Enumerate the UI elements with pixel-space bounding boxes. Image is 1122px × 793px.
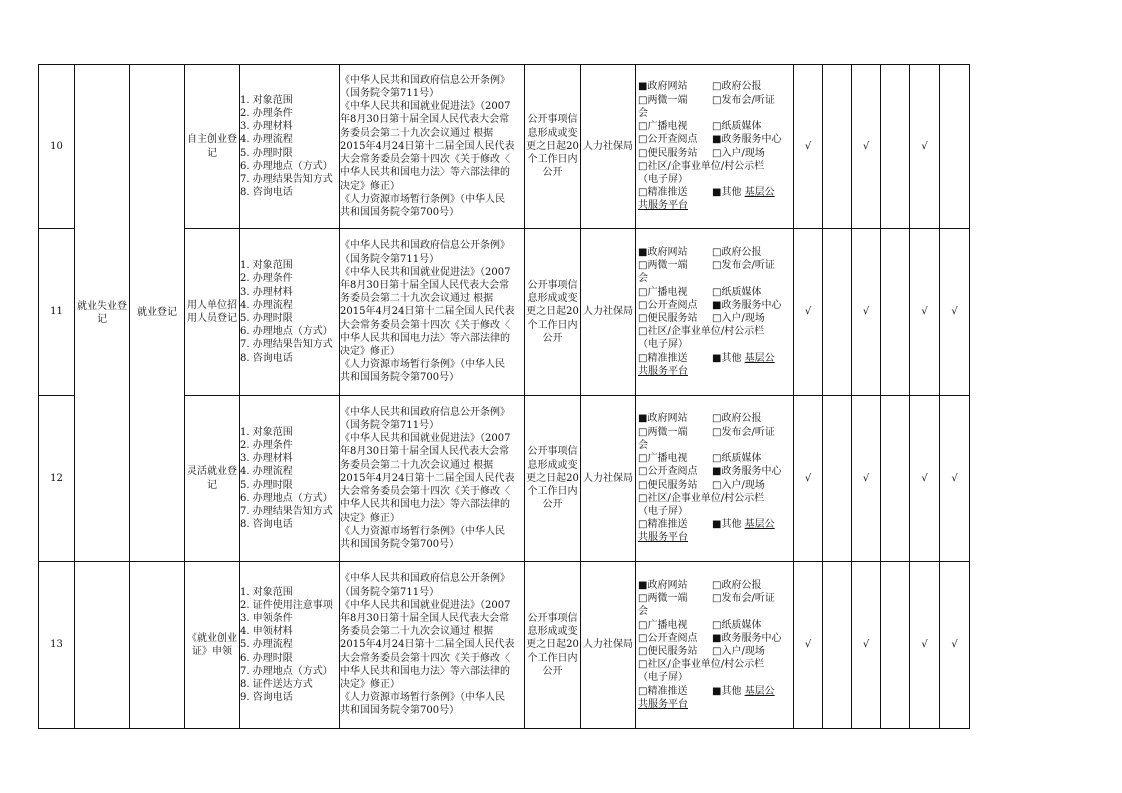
channel-option: □纸质媒体 [712, 619, 762, 631]
channel-option: □两微一端 [638, 426, 688, 438]
channel-option: □公开查阅点 [638, 466, 698, 478]
check-cell: √ [794, 229, 823, 396]
other-channel-value: 基层公 [744, 187, 775, 199]
check-cell: √ [794, 396, 823, 562]
responsible-org: 人力社保局 [581, 396, 636, 562]
content-line: 6. 办理时限 [240, 652, 293, 664]
channel-option: □精准推送 [638, 187, 688, 199]
channel-option: □两微一端 [638, 260, 688, 272]
basis-line: 务委员会第二十九次会议通过 根据 [340, 293, 494, 305]
basis-line: 年8月30日第十届全国人民代表大会常 [340, 446, 510, 458]
basis-line: 2015年4月24日第十二届全国人民代表 [340, 472, 515, 484]
time-limit: 公开事项信息形成或变更之日起20个工作日内公开 [525, 396, 581, 562]
basis-line: 年8月30日第十届全国人民代表大会常 [340, 279, 510, 291]
channel-option: ■其他 [712, 685, 742, 697]
check-cell [823, 65, 852, 229]
check-cell: √ [794, 65, 823, 229]
basis-line: （国务院令第711号） [340, 420, 440, 432]
content-line: 6. 办理地点（方式） [240, 160, 333, 172]
channels-cell [636, 65, 794, 229]
channel-option: ■政府网站 [638, 246, 688, 258]
responsible-org: 人力社保局 [581, 229, 636, 396]
channels-cell [636, 229, 794, 396]
basis-line: 《人力资源市场暂行条例》（中华人民 [340, 359, 505, 371]
basis-line: 大会常务委员会第十四次《关于修改〈 [340, 154, 510, 166]
channel-option: □纸质媒体 [712, 453, 762, 465]
channel-option: □入户/现场 [712, 646, 765, 657]
channel-option: □社区/企事业单位/村公示栏 [638, 326, 765, 338]
channel-option-cont: 会 [638, 107, 648, 119]
content-line: 7. 办理结果告知方式 [240, 505, 333, 517]
time-limit: 公开事项信息形成或变更之日起20个工作日内公开 [525, 229, 581, 396]
row-number: 10 [39, 65, 75, 229]
check-cell [823, 229, 852, 396]
content-line: 5. 办理时限 [240, 479, 293, 491]
basis-line: 《中华人民共和国政府信息公开条例》 [340, 240, 510, 252]
check-cell: √ [852, 562, 881, 729]
channel-option: □社区/企事业单位/村公示栏 [638, 492, 765, 504]
content-line: 3. 办理材料 [240, 286, 293, 298]
other-channel-value: 共服务平台 [638, 365, 688, 377]
content-line: 5. 办理流程 [240, 639, 293, 651]
basis-line: 2015年4月24日第十二届全国人民代表 [340, 140, 515, 152]
check-cell: √ [940, 396, 970, 562]
channel-option: ■政务服务中心 [712, 299, 782, 311]
content-line: 6. 办理地点（方式） [240, 492, 333, 504]
channel-option: □社区/企事业单位/村公示栏 [638, 160, 765, 172]
content-line: 3. 办理材料 [240, 453, 293, 465]
content-list [240, 229, 340, 396]
basis-line: 共和国国务院令第700号） [340, 206, 460, 218]
channel-option: □公开查阅点 [638, 632, 698, 644]
basis-line: 年8月30日第十届全国人民代表大会常 [340, 612, 510, 624]
check-cell: √ [852, 396, 881, 562]
content-line: 2. 办理条件 [240, 273, 293, 285]
legal-basis [340, 65, 525, 229]
channel-option: □发布会/听证 [712, 260, 775, 272]
content-line: 2. 办理条件 [240, 439, 293, 451]
check-cell: √ [852, 229, 881, 396]
content-line: 5. 办理时限 [240, 147, 293, 159]
channel-option: □纸质媒体 [712, 121, 762, 133]
channel-option: ■其他 [712, 519, 742, 531]
other-channel-value: 基层公 [744, 519, 775, 531]
content-line: 3. 办理材料 [240, 121, 293, 133]
basis-line: 中华人民共和国电力法〉等六部法律的 [340, 499, 510, 511]
item-name: 用人单位招用人员登记 [185, 229, 240, 396]
basis-line: 决定》修正） [340, 512, 400, 524]
legal-basis [340, 562, 525, 729]
time-limit: 公开事项信息形成或变更之日起20个工作日内公开 [525, 65, 581, 229]
content-line: 8. 咨询电话 [240, 352, 293, 364]
check-cell: √ [940, 562, 970, 729]
row-number: 13 [39, 562, 75, 729]
check-cell: √ [910, 396, 940, 562]
basis-line: 务委员会第二十九次会议通过 根据 [340, 626, 494, 638]
category-cell-empty [75, 562, 130, 729]
basis-line: 《中华人民共和国就业促进法》（2007 [340, 101, 511, 113]
basis-line: 务委员会第二十九次会议通过 根据 [340, 459, 494, 471]
table-row [39, 562, 970, 729]
check-cell: √ [910, 562, 940, 729]
basis-line: 决定》修正） [340, 346, 400, 357]
basis-line: 《中华人民共和国政府信息公开条例》 [340, 406, 510, 418]
channel-option: ■政府网站 [638, 413, 688, 425]
channel-option-cont: （电子屏） [638, 339, 688, 351]
channel-option: ■其他 [712, 352, 742, 364]
disclosure-table [38, 64, 970, 729]
content-line: 8. 证件送达方式 [240, 679, 313, 690]
content-line: 6. 办理地点（方式） [240, 326, 333, 338]
channel-option: □入户/现场 [712, 479, 765, 491]
channel-option: □便民服务站 [638, 313, 698, 324]
time-limit: 公开事项信息形成或变更之日起20个工作日内公开 [525, 562, 581, 729]
check-cell: √ [940, 229, 970, 396]
channel-option: □广播电视 [638, 453, 688, 465]
channel-option: □公开查阅点 [638, 299, 698, 311]
responsible-org: 人力社保局 [581, 562, 636, 729]
other-channel-value: 共服务平台 [638, 200, 688, 212]
content-list [240, 65, 340, 229]
content-line: 1. 对象范围 [240, 426, 293, 438]
subcategory-cell: 就业登记 [130, 65, 185, 562]
channels-cell [636, 396, 794, 562]
check-cell [940, 65, 970, 229]
check-cell: √ [910, 229, 940, 396]
basis-line: 《中华人民共和国就业促进法》（2007 [340, 266, 511, 278]
basis-line: 大会常务委员会第十四次《关于修改〈 [340, 652, 510, 664]
channel-option: ■政府网站 [638, 579, 688, 591]
channel-option: □两微一端 [638, 593, 688, 605]
check-cell [823, 562, 852, 729]
basis-line: 中华人民共和国电力法〉等六部法律的 [340, 167, 510, 179]
channel-option: ■政务服务中心 [712, 466, 782, 478]
channel-option: ■政务服务中心 [712, 134, 782, 146]
check-cell [823, 396, 852, 562]
basis-line: 年8月30日第十届全国人民代表大会常 [340, 114, 510, 126]
basis-line: 《中华人民共和国就业促进法》（2007 [340, 433, 511, 445]
basis-line: 《中华人民共和国就业促进法》（2007 [340, 599, 511, 611]
basis-line: （国务院令第711号） [340, 88, 440, 100]
channel-option: □精准推送 [638, 519, 688, 531]
content-line: 4. 办理流程 [240, 466, 293, 478]
basis-line: 共和国国务院令第700号） [340, 372, 460, 384]
channel-option-cont: （电子屏） [638, 672, 688, 684]
basis-line: 决定》修正） [340, 180, 400, 192]
content-line: 5. 办理时限 [240, 313, 293, 324]
channel-option: □入户/现场 [712, 147, 765, 159]
content-line: 1. 对象范围 [240, 586, 293, 598]
content-line: 7. 办理地点（方式） [240, 665, 333, 677]
content-line: 7. 办理结果告知方式 [240, 173, 333, 185]
item-name: 《就业创业证》申领 [185, 562, 240, 729]
basis-line: 中华人民共和国电力法〉等六部法律的 [340, 332, 510, 344]
basis-line: 共和国国务院令第700号） [340, 538, 460, 550]
channel-option: □政府公报 [712, 81, 762, 93]
channel-option: □公开查阅点 [638, 134, 698, 146]
responsible-org: 人力社保局 [581, 65, 636, 229]
channel-option: □纸质媒体 [712, 286, 762, 298]
channel-option: ■政务服务中心 [712, 632, 782, 644]
content-line: 4. 办理流程 [240, 299, 293, 311]
item-name: 自主创业登记 [185, 65, 240, 229]
channels-cell [636, 562, 794, 729]
other-channel-value: 共服务平台 [638, 698, 688, 710]
channel-option: □发布会/听证 [712, 426, 775, 438]
content-line: 8. 咨询电话 [240, 519, 293, 531]
basis-line: 大会常务委员会第十四次《关于修改〈 [340, 486, 510, 498]
channel-option: ■其他 [712, 187, 742, 199]
content-line: 2. 证件使用注意事项 [240, 599, 333, 611]
basis-line: 2015年4月24日第十二届全国人民代表 [340, 306, 515, 318]
content-line: 7. 办理结果告知方式 [240, 339, 333, 351]
channel-option-cont: （电子屏） [638, 173, 688, 185]
content-line: 4. 申领材料 [240, 626, 293, 638]
channel-option: □便民服务站 [638, 479, 698, 491]
channel-option: □广播电视 [638, 619, 688, 631]
table-row [39, 65, 970, 229]
channel-option: □两微一端 [638, 94, 688, 106]
basis-line: 《人力资源市场暂行条例》（中华人民 [340, 193, 505, 205]
channel-option: □精准推送 [638, 352, 688, 364]
channel-option: □发布会/听证 [712, 593, 775, 605]
channel-option-cont: （电子屏） [638, 505, 688, 517]
legal-basis [340, 396, 525, 562]
content-list [240, 562, 340, 729]
basis-line: 务委员会第二十九次会议通过 根据 [340, 127, 494, 139]
basis-line: （国务院令第711号） [340, 253, 440, 265]
channel-option: □发布会/听证 [712, 94, 775, 106]
basis-line: 中华人民共和国电力法〉等六部法律的 [340, 665, 510, 677]
channel-option: ■政府网站 [638, 81, 688, 93]
content-line: 3. 申领条件 [240, 612, 293, 624]
basis-line: 《中华人民共和国政府信息公开条例》 [340, 573, 510, 585]
content-line: 9. 咨询电话 [240, 692, 293, 704]
row-number: 12 [39, 396, 75, 562]
subcategory-cell-empty [130, 562, 185, 729]
content-list [240, 396, 340, 562]
channel-option: □广播电视 [638, 286, 688, 298]
basis-line: 《人力资源市场暂行条例》（中华人民 [340, 525, 505, 537]
check-cell [881, 396, 910, 562]
channel-option-cont: 会 [638, 439, 648, 451]
content-line: 2. 办理条件 [240, 107, 293, 119]
basis-line: 大会常务委员会第十四次《关于修改〈 [340, 319, 510, 331]
basis-line: 共和国国务院令第700号） [340, 705, 460, 717]
channel-option: □入户/现场 [712, 313, 765, 324]
check-cell: √ [910, 65, 940, 229]
other-channel-value: 基层公 [744, 352, 775, 364]
channel-option: □便民服务站 [638, 646, 698, 657]
content-line: 1. 对象范围 [240, 94, 293, 106]
basis-line: 《人力资源市场暂行条例》（中华人民 [340, 692, 505, 704]
legal-basis [340, 229, 525, 396]
channel-option: □政府公报 [712, 246, 762, 258]
basis-line: （国务院令第711号） [340, 586, 440, 598]
channel-option: □便民服务站 [638, 147, 698, 159]
item-name: 灵活就业登记 [185, 396, 240, 562]
check-cell [881, 65, 910, 229]
channel-option-cont: 会 [638, 273, 648, 285]
basis-line: 《中华人民共和国政府信息公开条例》 [340, 74, 510, 86]
channel-option-cont: 会 [638, 606, 648, 618]
check-cell: √ [794, 562, 823, 729]
basis-line: 2015年4月24日第十二届全国人民代表 [340, 639, 515, 651]
channel-option: □政府公报 [712, 413, 762, 425]
other-channel-value: 基层公 [744, 685, 775, 697]
check-cell [881, 229, 910, 396]
other-channel-value: 共服务平台 [638, 532, 688, 544]
check-cell: √ [852, 65, 881, 229]
channel-option: □政府公报 [712, 579, 762, 591]
row-number: 11 [39, 229, 75, 396]
channel-option: □广播电视 [638, 121, 688, 133]
content-line: 1. 对象范围 [240, 260, 293, 272]
category-cell: 就业失业登记 [75, 65, 130, 562]
content-line: 4. 办理流程 [240, 134, 293, 146]
content-line: 8. 咨询电话 [240, 187, 293, 199]
channel-option: □社区/企事业单位/村公示栏 [638, 659, 765, 671]
channel-option: □精准推送 [638, 685, 688, 697]
basis-line: 决定》修正） [340, 679, 400, 690]
check-cell [881, 562, 910, 729]
